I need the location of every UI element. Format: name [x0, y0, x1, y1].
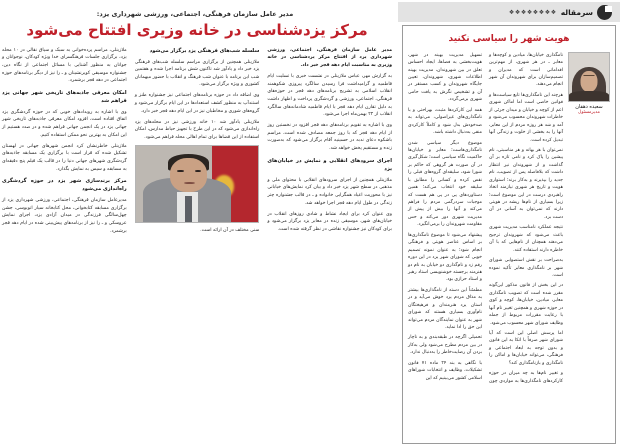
editorial-paragraph: تحمیلی اگرچه در طبقه‌بندی و به ناچار در بین مردم مطرح می‌شود ولی به‌کار بردن آن رضایت‌خاطر را به‌دنبال ندارد. — [408, 335, 482, 356]
editorial-author-role: مدیرمسئول — [578, 109, 600, 115]
article-paragraph: ملازینلی، مراسم پرده‌خوانی به سبک و سیاق نقالی در ۱۰ محله یزد، برگزاری جلسات فرهنگسرای خدا ویژه کودکان، نوجوانان و جوانان به منظور آشنایی با مسائل اجتماعی از نگاه دین، جشنواره موسیقی کویرنشینان و ـ را نیز از دیگر برنامه‌های حوزه اجتماعی در دهه فجر برشمرد. — [2, 47, 127, 84]
editorial-paragraph: پیشنهاد می‌شود تا موضوع نامگذاری‌ها بر اساس عناصر هویتی و فرهنگی انجام شود؛ به عنوان نمونه تصمیم خوبی که شورای شهر یزد در این دوره رقم زد و نام‌گذاری دو خیابان به نام دو هنرمند برجسته خوشنویسی استاد رهبر و استاد حرازی بود. — [408, 232, 482, 283]
article-paragraph: ملازینلی همچنین از اجرای سرودهای انقلابی با محتوای ملی و مذهبی در سطح شهر یزد خبر داد و بیان کرد نمایش‌های خیابانی نیز با محوریت اعیاد همگرایی خانواده و ـ در قالب جشنواره چتر زندگی در طول ایام دهه فجر اجرا خواهد شد. — [267, 177, 392, 206]
article-paragraph: وی با اشاره به تقویم برنامه‌های دهه فجر افزود در نخستین روز از ایام دهه فجر که با روز جمعه مصادف شده است، مراسم باشکوه دعای ندبه در حسینیه آقام برگزار می‌شود که به‌صورت زنده و مستقیم پخش خواهد شد. — [267, 123, 392, 152]
article-paragraph: وی عنوان کرد برای ایجاد نشاط و شادی روزهای انقلاب در خیابان‌های شهر، موسیقی زنده در معابر یزد برگزار می‌شود و برای کودکان نیز جشنواره نقاشی در نظر گرفته شده است. — [267, 211, 392, 232]
editorial-paragraph: و تغییر نام‌ها به چه میزان در حوزه کارکردهای نامگذاری‌ها به مواردی چون تسهیل مدیریت بهینه در شهر، هویت‌بخشی به فضاها، ایجاد احساس تعلق در بین شهروندان، مدیریت بهینه اطلاعات شهری، شهروندان، تعیین جایگاه شهروندان و کسب مستقر در آن و تشخیص نگرش به یافت حامی شهری برمی‌گردد. — [408, 52, 563, 384]
article-paragraph: وی با اشاره به رویدادهای خوبی که در حوزه گردشگری یزد اتفاق افتاده است، افزود امکان معرفی جاذبه‌های تاریخی شهر جهانی یزد در یک انجمن جهانی فراهم شده و در صدد هستیم از این امکان به بهترین نحو ممکن استفاده کنیم. — [2, 109, 127, 138]
speaker-portrait-photo-icon — [135, 145, 260, 223]
editorial-author-name: سعیده دهقان — [575, 103, 603, 110]
editorial-paragraph: همه این کارکردها مثبت، بهراحتی و با نامگذاری‌های غیراصولی، می‌تواند به ضدخودش بدل شود و کاملاً کارکردی منفی به‌دنبال داشته باشد. — [408, 107, 482, 136]
editorial-paragraph: هرچند این نامگذاری‌ها تابع سیاست‌ها و قوانین خاصی است اما اماکن شهری اعم از کوچه و خیابان و میدان جزئی از خاطرات شهروندان محسوب می‌شود و آمد و شد هر روزه مردم از این معابر، آنها را به بخشی از خلوت و زندگی آنها تبدیل کرده است. — [489, 92, 563, 143]
article-subhead: اجرای سرودهای انقلابی و نمایش در خیابان‌های یزد — [267, 157, 392, 172]
article-kicker: مدیر عامل سازمان فرهنگی، اجتماعی، ورزشی شهرداری یزد: — [96, 10, 294, 18]
editorial-dot-rule: ❖❖❖❖❖❖❖❖ — [508, 8, 557, 16]
editorial-headline: هویت شهر را سیاسی نکنید — [448, 34, 570, 44]
article-paragraph: به گزارش مهر، عباس ملازینلی در نشست خبری با تسلیت ایام فاطمیه و گرامیداشت فرا رسیدن سالگرد پیروزی شکوهمند انقلاب اسلامی به تشریح برنامه‌های دهه فجر در حوزه‌های فرهنگی، اجتماعی، ورزشی و گردشگری پرداخت و اظهار داشت به دلیل تقارن ایام دهه فجر با ایام فاطمیه شادمانه‌های سالگرد انقلاب از ۲۲ بهمن‌ماه اجرا می‌شود. — [267, 74, 392, 118]
editorial-paragraph: به‌صراحت بر نقش استصوابی شورای شهر بر نامگذاری معابر تأکید نموده است. — [489, 258, 563, 278]
editorial-body-columns — [408, 52, 563, 385]
article-paragraph: ملازینلی خاطرنشان کرد انجمن شهرهای جهانی در لهستان تشکیل شده که قرار است با برگزاری یک مسابقه جاذبه‌های گردشگری شهرهای جهانی دنیا را در قالب یک فیلم پنج دقیقه‌ای به مسابقه و سپس به نمایش بگذارد. — [2, 143, 127, 172]
article-headline: مرکز یزدشناسی در خانه وزیری افتتاح می‌شود — [26, 21, 368, 39]
editorial-paragraph: نامگذاری خیابان‌ها، میادین و کوچه‌ها و معابر ـ در هر شهری، از مهم‌ترین اقداماتی است که مدیران و تصمیم‌سازان برای شهروندان آن شهر انجام می‌دهند. — [489, 52, 563, 88]
article-paragraph: مدیرعامل سازمان فرهنگی، اجتماعی، ورزشی شهرداری یزد از برگزاری مسابقه کتابخوانی، محل کتابخانه سیار اتوبوسی، جشن چهل‌سالگی فرزندگی در میدان آزادی یزد، اجرای نمایش عروسکی و ـ را نیز از برنامه‌های پیش‌بینی شده در ایام دهه فجر برشمرد. — [2, 198, 127, 234]
article-paragraph: وی اضافه داد در حوزه برنامه‌های اجتماعی نیز جشنواره طنز و استندآپ به منظور کشف استعدادها در این ایام برگزار می‌شود و گروه‌های شوری و مخاطبان نیز در این ایام دهه فجر خبر دارد. — [134, 93, 260, 114]
author-portrait-icon — [568, 52, 610, 102]
article-body-columns — [2, 47, 392, 427]
article-subhead: سلسله شب‌های فرهنگی یزد برگزار می‌شود — [149, 47, 260, 54]
editorial-module — [398, 0, 620, 447]
editorial-author — [568, 52, 610, 116]
clock-circle-logo-icon — [597, 5, 612, 20]
article-subhead: امکان معرفی جاذبه‌های تاریخی شهر جهانی یزد فراهم شد — [2, 89, 127, 105]
editorial-paragraph: مطمئناً این دسته از نامگذاری‌ها بیشتر به مذاق مردم یزد خوش می‌آید و در استان یزد هنرمندان و فرهیختگان نام‌آوری بسیاری هستند که شورای شهر به عنوان نمایندگان مردم می‌تواند این حق را ادا نماید. — [408, 287, 482, 330]
editorial-kicker: سرمقاله — [560, 7, 593, 17]
editorial-paragraph: در این بخش از قانون مذکور این‌گونه مقرر شده است که تصویب نامگذاری معابر، میادین، خیابان‌ها، کوچه و کوی در حوزه شهری و همچنین تغییر نام آنها با رعایت مقررات مربوط از جمله وظایف شورای شهر محسوب می‌شود. — [489, 283, 563, 326]
article-subhead: مرکز برندسازی شهر یزد در حوزه گردشگری راه‌اندازی می‌شود — [2, 178, 127, 193]
editorial-paragraph: موضوع دیگر سیاسی شدن نامگذاری‌هاست؛ معابر و خیابان‌ها حاکمیت نگاه سیاسی است؛ شکل‌گیری در آن صورت هر گروهی که حاکم بر شورا شود، سلیقه‌ای گروه‌های قبلی را نقض کرده و کسانی را مطابق با سلیقه خود انتخاب می‌کند؛ همین دستاورد‌های پی در پی هم هست که موجبات سردرگمی مردم را فراهم می‌کند و آنها را بیش از پیش از مدیریت شهری دور می‌کند و حس مقاومت شهروندان را برمی‌انگیزد. — [408, 140, 482, 228]
editorial-paragraph: نتیجه عملکرد نامناسب مدیریت شهری باعث می‌شود که شهروندان ترجیح می‌دهند همچنان از نام‌هایی که با آن خاطره دارند استفاده کنند. — [489, 225, 563, 253]
editorial-paragraph: اما پرسش اصلی این است که آیا شورای شهر صرفاً با اتکا به این قانون و بدون توجه به ابعاد اجتماعی و فرهنگی، می‌تواند خیابان‌ها و اماکن را نامگذاری و بازنامگذاری کند؟ — [489, 331, 563, 366]
article-lead: مدیر عامل سازمان فرهنگی، اجتماعی، ورزشی شهرداری یزد از افتتاح مرکز یزدشناسی در خانه وزیری به مناسبت ایام دهه فجر خبر داد. — [267, 47, 392, 68]
article-paragraph: ملازینلی همچنین از برگزاری مراسم سلسله شب‌های فرهنگی یزد خبر داد و یادآور شد تاکنون شش برنامه اجرا شده و هفتمین شب این برنامه با عنوان شب فرهنگ و انقلاب با حضور میهمانان کشوری و ویژه برگزار می‌شود. — [134, 59, 260, 88]
editorial-box — [402, 25, 616, 444]
article-paragraph: سنی مختلف در آن ارائه است. — [200, 228, 260, 234]
editorial-paragraph: نمی‌توان با هر بهانه و هر مناسبتی، نام پیشین را پاک کرد و نامی تازه بر آن گذاشت و از شهروندان نیز انتظار داشت که بلافاصله پس از تصویب، نام جدید را بپذیرند و به‌کار برند؛ استواری هویت و تاریخ هر شهری نیازمند اتخاذ راهبردی درست در این موضوع است؛ زیرا بسیاری از نام‌ها ریشه در هویتی دارند که نمی‌توان به آسانی در آن دست برد. — [489, 147, 563, 220]
main-article — [2, 0, 392, 445]
editorial-paragraph: با نگاهی به بند ۲۴ ماده ۷۱ قانون تشکیلات، وظایف و انتخابات شوراهای اسلامی کشور می‌بینیم که این — [408, 360, 482, 381]
article-paragraph: ملازینلی یادآور شد ۱۰ خانه ورزشی نیز در محله‌های یزد راه‌اندازی می‌شود که در این طرح با تجهیز حیاط مدارس، امکان استفاده از این فضاها برای تمام اهالی محله فراهم می‌شود. — [134, 119, 260, 140]
